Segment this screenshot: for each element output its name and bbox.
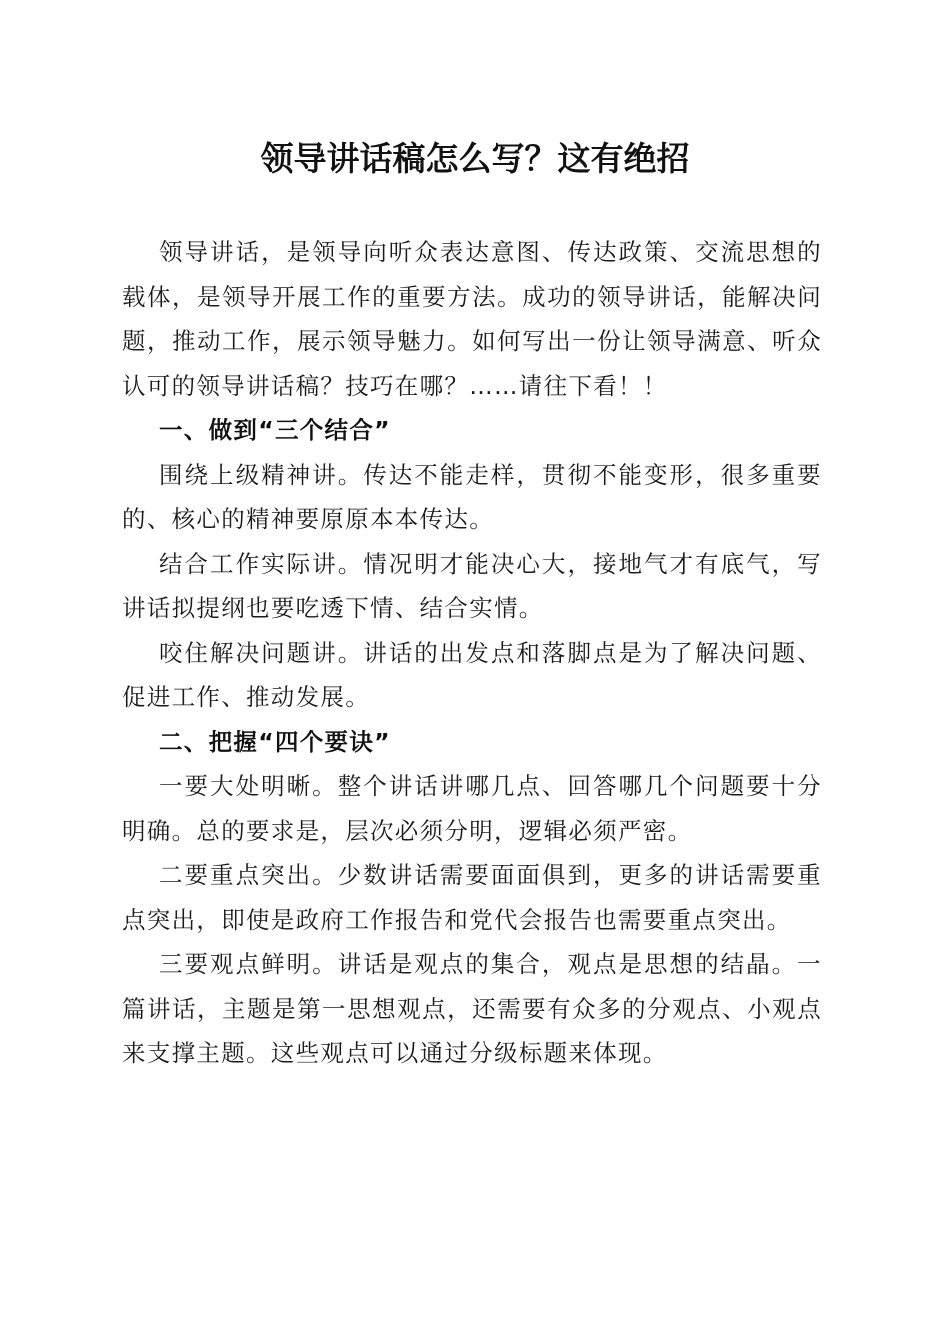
section-1-paragraph-2: 结合工作实际讲。情况明才能决心大，接地气才有底气，写讲话拟提纲也要吃透下情、结合实情。 [122,549,822,622]
document-body [122,230,822,1076]
section-heading-1: 一、做到“三个结合” [159,416,391,444]
document-title: 领导讲话稿怎么写？这有绝招 [260,139,690,178]
section-heading-2: 二、把握“四个要诀” [159,727,391,756]
intro-paragraph: 领导讲话，是领导向听众表达意图、传达政策、交流思想的载体，是领导开展工作的重要方法。成功的领导讲话，能解决问题，推动工作，展示领导魅力。如何写出一份让领导满意、听众认可的领导讲话稿？技巧在哪？……请往下看！！ [122,238,822,400]
section-2-paragraph-2: 二要重点突出。少数讲话需要面面俱到，更多的讲话需要重点突出，即使是政府工作报告和党代会报告也需要重点突出。 [122,861,822,934]
section-2-paragraph-3: 三要观点鲜明。讲话是观点的集合，观点是思想的结晶。一篇讲话，主题是第一思想观点，还需要有众多的分观点、小观点来支撑主题。这些观点可以通过分级标题来体现。 [122,950,822,1067]
section-1-paragraph-1: 围绕上级精神讲。传达不能走样，贯彻不能变形，很多重要的、核心的精神要原原本本传达。 [122,460,822,533]
section-1-paragraph-3: 咬住解决问题讲。讲话的出发点和落脚点是为了解决问题、促进工作、推动发展。 [122,638,822,711]
section-2-paragraph-1: 一要大处明晰。整个讲话讲哪几点、回答哪几个问题要十分明确。总的要求是，层次必须分明，逻辑必须严密。 [122,772,822,845]
